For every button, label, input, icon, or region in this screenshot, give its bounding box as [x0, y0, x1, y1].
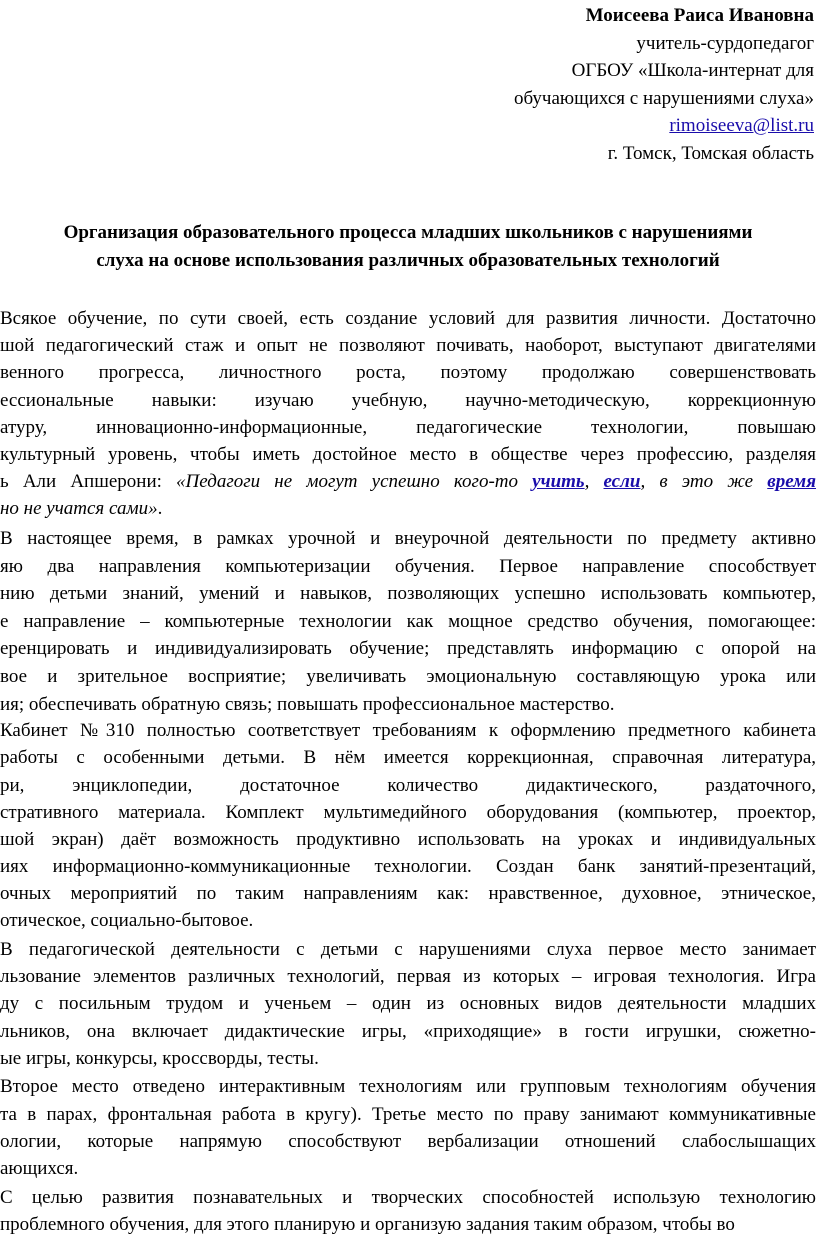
- author-org-line-1: ОГБОУ «Школа-интернат для: [571, 60, 814, 81]
- body-line: Кабинет №310 полностью соответствует требованиям к оформлению предметного кабинета: [0, 720, 816, 741]
- body-line: очных мероприятий по таким направлениям как: нравственное, духовное, этническое,: [0, 883, 816, 904]
- body-line: работы с особенными детьми. В нём имеется коррекционная, справочная литература,: [0, 747, 816, 768]
- body-line: В настоящее время, в рамках урочной и внеурочной деятельности по предмету активно: [0, 528, 816, 549]
- body-line: Второе место отведено интерактивным технологиям или групповым технологиям обучения: [0, 1076, 816, 1097]
- quote-lead: ь Али Апшерони:: [0, 471, 177, 492]
- body-line: яю два направления компьютеризации обучения. Первое направление способствует: [0, 556, 816, 577]
- quote-link-esli[interactable]: если: [603, 471, 641, 492]
- body-line: ающихся.: [0, 1158, 79, 1179]
- body-line: культурный уровень, чтобы иметь достойное место в обществе через профессию, разделяя: [0, 444, 816, 465]
- body-line: В педагогической деятельности с детьми с нарушениями слуха первое место занимает: [0, 939, 816, 960]
- title-line-1: Организация образовательного процесса младших школьников с нарушениями: [63, 222, 753, 243]
- body-line: ессиональные навыки: изучаю учебную, научно-методическую, коррекционную: [0, 390, 816, 411]
- quote-end-text: но не учатся сами»: [0, 498, 158, 519]
- quote-line-2: [0, 498, 816, 520]
- body-line: ия; обеспечивать обратную связь; повышать профессиональное мастерство.: [0, 694, 615, 715]
- quote-line-1: [0, 471, 816, 493]
- body-line: шой экран) даёт возможность продуктивно использовать на уроках и индивидуальных: [0, 829, 816, 850]
- author-city: г. Томск, Томская область: [607, 142, 814, 164]
- author-block: [514, 2, 814, 167]
- quote-link-uchit[interactable]: учить: [532, 471, 585, 492]
- body-line: атуру, инновационно-информационные, педагогические технологии, повышаю: [0, 417, 816, 438]
- body-line: шой педагогический стаж и опыт не позволяют почивать, наоборот, выступают двигателями: [0, 335, 816, 356]
- body-line: проблемного обучения, для этого планирую и организую задания таким образом, чтобы во: [0, 1214, 735, 1235]
- body-line: венного прогресса, личностного роста, поэтому продолжаю совершенствовать: [0, 362, 816, 383]
- body-line: е направление – компьютерные технологии как мощное средство обучения, помогающее:: [0, 611, 816, 632]
- body-line: отическое, социально-бытовое.: [0, 910, 254, 931]
- body-line: Всякое обучение, по сути своей, есть создание условий для развития личности. Достаточно: [0, 308, 816, 329]
- body-line: ологии, которые напрямую способствуют вербализации отношений слабослышащих: [0, 1131, 816, 1152]
- title-line-2: слуха на основе использования различных образовательных технологий: [96, 250, 720, 271]
- body-line: та в парах, фронтальная работа в кругу). Третье место по праву занимают коммуникативные: [0, 1104, 816, 1125]
- body-line: еренцировать и индивидуализировать обучение; представлять информацию с опорой на: [0, 638, 816, 659]
- author-name: Моисеева Раиса Ивановна: [585, 5, 814, 26]
- body-line: ри, энциклопедии, достаточное количество дидактического, раздаточного,: [0, 775, 816, 796]
- quote-text: «Педагоги не могут успешно кого-то: [176, 471, 533, 492]
- author-email-link[interactable]: rimoiseeva@list.ru: [669, 115, 814, 136]
- author-position: учитель-сурдопедагог: [636, 32, 814, 54]
- quote-link-vremya[interactable]: время: [767, 471, 816, 492]
- body-line: льзование элементов различных технологий, первая из которых – игровая технология. Игра: [0, 966, 816, 987]
- body-line: вое и зрительное восприятие; увеличивать эмоциональную составляющую урока или: [0, 666, 816, 687]
- body-line: ые игры, конкурсы, кроссворды, тесты.: [0, 1048, 319, 1069]
- body-line: льников, она включает дидактические игры, «приходящие» в гости игрушки, сюжетно-: [0, 1021, 816, 1042]
- quote-text-2: , в это же: [640, 471, 768, 492]
- article-title: [0, 219, 816, 275]
- body-line: иях информационно-коммуникационные технологии. Создан банк занятий-презентаций,: [0, 856, 816, 877]
- body-line: ду с посильным трудом и ученьем – один из основных видов деятельности младших: [0, 993, 816, 1014]
- body-line: С целью развития познавательных и творческих способностей использую технологию: [0, 1187, 816, 1208]
- author-org-line-2: обучающихся с нарушениями слуха»: [513, 87, 814, 109]
- quote-end-punct: .: [157, 498, 163, 519]
- body-line: нию детьми знаний, умений и навыков, позволяющих успешно использовать компьютер,: [0, 583, 816, 604]
- body-line: стративного материала. Комплект мультимедийного оборудования (компьютер, проектор,: [0, 802, 816, 823]
- quote-punct-1: ,: [584, 471, 604, 492]
